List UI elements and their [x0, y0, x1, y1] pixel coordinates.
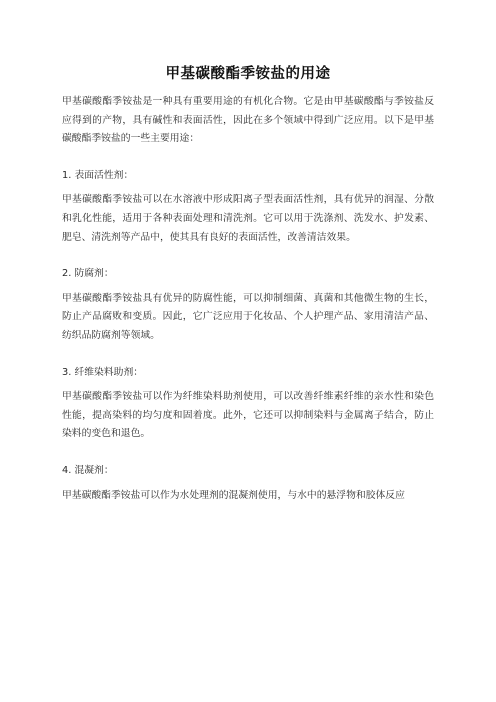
- section-preservative: [62, 265, 434, 345]
- section-body: 甲基碳酸酯季铵盐可以作为水处理剂的混凝剂使用，与水中的悬浮物和胶体反应: [62, 489, 405, 501]
- section-dye-auxiliary: [62, 364, 434, 444]
- section-surfactant: [62, 167, 434, 247]
- section-heading: 4. 混凝剂：: [62, 464, 114, 476]
- section-heading: 2. 防腐剂：: [62, 268, 114, 280]
- section-body: 甲基碳酸酯季铵盐可以作为纤维染料助剂使用，可以改善纤维素纤维的亲水性和染色性能，提高染料的均匀度和固着度。此外，它还可以抑制染料与金属离子结合，防止染料的变色和退色。: [62, 391, 434, 440]
- section-heading: 3. 纤维染料助剂：: [62, 366, 144, 378]
- section-body: 甲基碳酸酯季铵盐具有优异的防腐性能，可以抑制细菌、真菌和其他微生物的生长，防止产品腐败和变质。因此，它广泛应用于化妆品、个人护理产品、家用清洁产品、纺织品防腐剂等领域。: [62, 292, 434, 341]
- intro-paragraph: 甲基碳酸酯季铵盐是一种具有重要用途的有机化合物。它是由甲基碳酸酯与季铵盐反应得到的产物，具有碱性和表面活性，因此在多个领域中得到广泛应用。以下是甲基碳酸酯季铵盐的一些主要用途：: [62, 96, 434, 145]
- section-body: 甲基碳酸酯季铵盐可以在水溶液中形成阳离子型表面活性剂，具有优异的润湿、分散和乳化性能，适用于各种表面处理和清洗剂。它可以用于洗涤剂、洗发水、护发素、肥皂、清洗剂等产品中，使其具有良好的表面活性，改善清洁效果。: [62, 194, 434, 243]
- section-coagulant: [62, 462, 434, 505]
- document-title: 甲基碳酸酯季铵盐的用途: [165, 66, 331, 82]
- section-heading: 1. 表面活性剂：: [62, 169, 134, 181]
